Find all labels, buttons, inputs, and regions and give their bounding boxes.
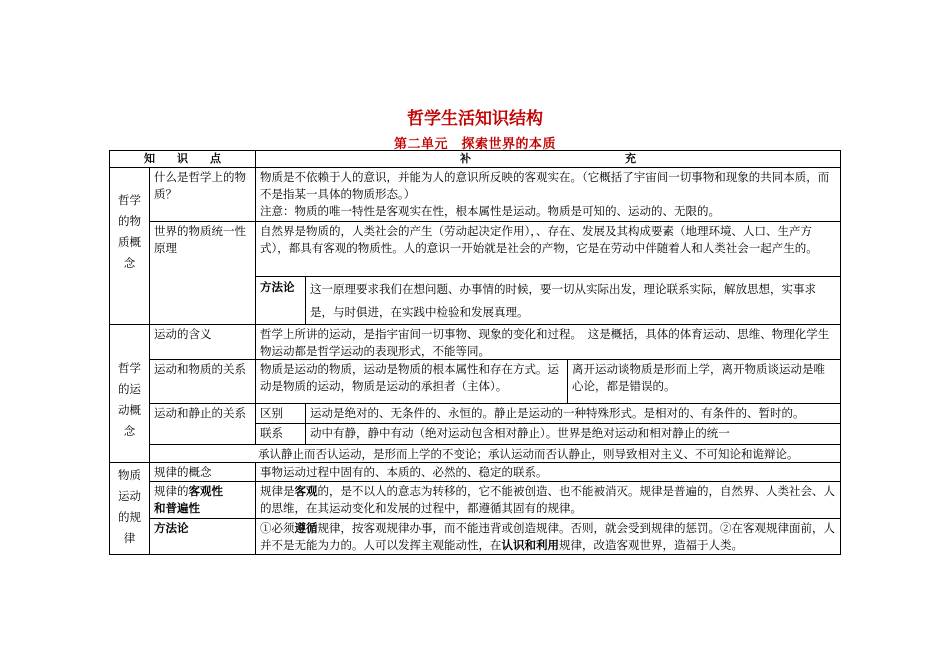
section-label-motion: 哲学 的运 动概 念: [109, 324, 150, 463]
topic-material-unity: 世界的物质统一性原理: [149, 221, 256, 325]
methodology-label-1: 方法论: [255, 276, 306, 325]
topic-motion-matter: 运动和物质的关系: [149, 359, 256, 404]
motion-rest-note: 承认静止而否认运动，是形而上学的不变论；承认运动而否认静止，则导致相对主义、不可知论和诡辩论。: [149, 444, 841, 463]
difference-text: 运动是绝对的、无条件的、永恒的。静止是运动的一种特殊形式。是相对的、有条件的、暂时的。: [305, 403, 841, 424]
methodology-label-2: 方法论: [149, 518, 256, 555]
methodology-text-1: 这一原理要求我们在想问题、办事情的时候，要一切从实际出发，理论联系实际，解放思想，实事求是，与时俱进，在实践中检验和发展真理。: [305, 276, 841, 325]
header-knowledge: 知 识 点: [109, 150, 256, 168]
law-concept-text: 事物运动过程中固有的、本质的、必然的、稳定的联系。: [255, 462, 841, 482]
section-label-law: 物质 运动 的规 律: [109, 462, 150, 555]
motion-matter-text: 物质是运动的物质，运动是物质的根本属性和存在方式。运动是物质的运动，物质是运动的承担者（主体）。: [255, 359, 568, 404]
law-objectivity-text: 规律是客观的，是不以人的意志为转移的，它不能被创造、也不能被消灭。规律是普遍的，自然界、人类社会、人的思维，在其运动变化和发展的过程中，都遵循其固有的规律。: [255, 481, 841, 519]
methodology-text-2: ①必须遵循规律，按客观规律办事，而不能违背或创造规律。否则，就会受到规律的惩罚。②在客观规律面前，人并不是无能为力的。人可以发挥主观能动性，在认识和利用规律，改造客观世界，造福于人类。: [255, 518, 841, 555]
section-label-matter: 哲学 的物 质概 念: [109, 167, 150, 325]
motion-meaning-text: 哲学上所讲的运动，是指宇宙间一切事物、现象的变化和过程。 这是概括，具体的体育运动、思维、物理化学生物运动都是哲学运动的表现形式，不能等同。: [255, 324, 841, 360]
topic-motion-rest: 运动和静止的关系: [149, 403, 256, 445]
connection-label: 联系: [255, 423, 306, 445]
topic-law-objectivity: 规律的客观性 和普遍性: [149, 481, 256, 519]
connection-text: 动中有静，静中有动（绝对运动包含相对静止）。世界是绝对运动和相对静止的统一: [305, 423, 841, 445]
matter-definition: 物质是不依赖于人的意识，并能为人的意识所反映的客观实在。（它概括了宇宙间一切事物和现象的共同本质，而不是指某一具体的物质形态。） 注意：物质的唯一特性是客观实在性，根本属性是运动。物质是可知的、运动的、无限的。: [255, 167, 841, 222]
material-unity-text: 自然界是物质的，人类社会的产生（劳动起决定作用），、存在、发展及其构成要素（地理环境、人口、生产方式），都具有客观的物质性。人的意识一开始就是社会的产物，它是在劳动中伴随着人和人类社会一起产生的。: [255, 221, 841, 277]
topic-what-is-matter: 什么是哲学上的物质？: [149, 167, 256, 222]
difference-label: 区别: [255, 403, 306, 424]
header-supplement: 补 充: [255, 150, 841, 168]
page-title: 哲学生活知识结构: [407, 109, 543, 129]
motion-matter-side: 离开运动谈物质是形而上学，离开物质谈运动是唯心论，都是错误的。: [567, 359, 841, 404]
topic-motion-meaning: 运动的含义: [149, 324, 256, 360]
page-subtitle: 第二单元 探索世界的本质: [393, 137, 556, 152]
topic-law-concept: 规律的概念: [149, 462, 256, 482]
